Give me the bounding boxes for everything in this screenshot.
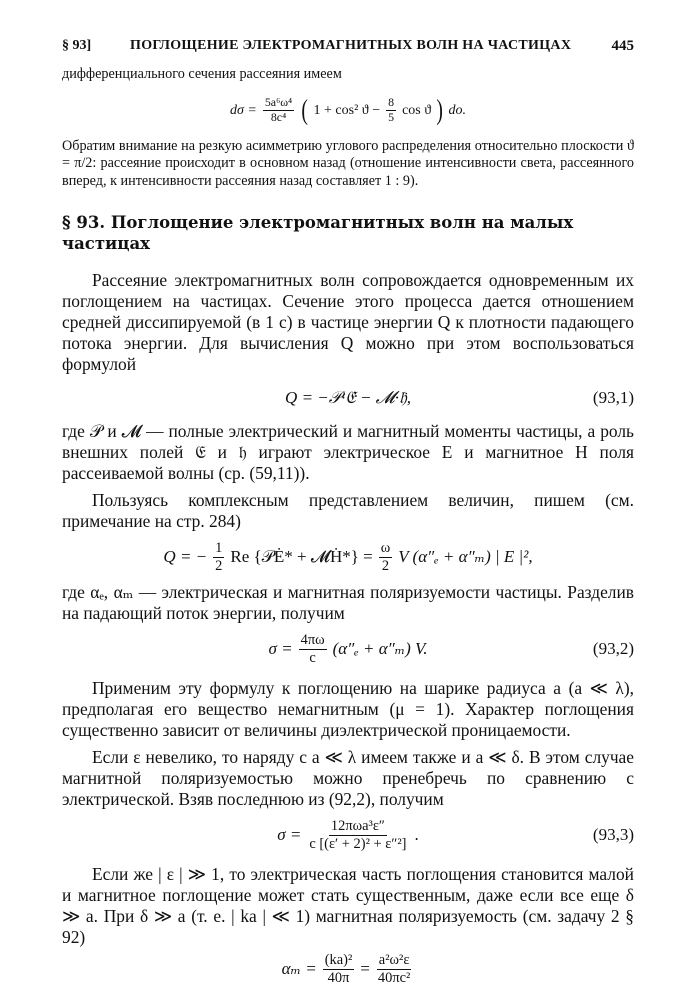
eq-alpha-frac1-num: (ka)² (324, 951, 353, 968)
right-paren: ) (436, 94, 444, 126)
eq-93-2-number: (93,2) (592, 639, 634, 658)
eq-complex-frac1 (213, 540, 224, 574)
eq-complex-mid: Re {𝒫Ė* + 𝓜Ḣ*} = (230, 547, 373, 566)
running-header (62, 38, 634, 62)
dsigma-frac1-den: 8c⁴ (270, 110, 287, 124)
left-paren: ( (301, 94, 309, 126)
eq-complex-lhs: Q = − (163, 547, 208, 566)
page-number: 445 (611, 38, 634, 54)
eq-complex-frac1-num: 1 (215, 539, 223, 556)
paragraph-3: Пользуясь комплексным представлением величин, пишем (см. примечание на стр. 284) (62, 490, 634, 531)
equation-93-3 (62, 810, 634, 860)
header-title: ПОГЛОЩЕНИЕ ЭЛЕКТРОМАГНИТНЫХ ВОЛН НА ЧАСТИЦАХ (130, 38, 572, 53)
equation-93-2 (62, 624, 634, 674)
equation-alpha-m (62, 948, 634, 990)
eq-93-2-rhs: (α″ₑ + α″ₘ) V. (332, 639, 428, 658)
eq-complex-frac2 (379, 540, 393, 574)
paragraph-7: Если же | ε | ≫ 1, то электрическая часть поглощения становится малой и магнитное поглощение может стать существенным, даже если все еще δ ≫ a. При δ ≫ a (т. е. | ka | ≪ 1) магнитная поляризуемость (см. задачу 2 § 92) (62, 864, 634, 947)
formula-dsigma (62, 84, 634, 138)
eq-93-1-expr: Q = −𝒫·𝔈̇ − 𝓜·𝔥̇, (285, 388, 411, 407)
paragraph-2: где 𝒫 и 𝓜 — полные электрический и магнитный моменты частицы, а роль внешних полей 𝔈 и 𝔥 играют электрическое E и магнитное H поля рассеиваемой волны (ср. (59,11)). (62, 421, 634, 483)
intro-line: дифференциального сечения рассеяния имеем (62, 66, 342, 82)
eq-complex-frac2-den: 2 (381, 557, 390, 574)
dsigma-frac2-den: 5 (388, 110, 395, 124)
eq-alpha-lhs: αₘ = (281, 959, 317, 978)
page (62, 38, 634, 990)
eq-93-2-frac-num: 4πω (300, 631, 325, 648)
section-heading (62, 212, 634, 254)
dsigma-tail: cos ϑ (402, 102, 432, 118)
eq-93-2-lhs: σ = (268, 639, 293, 658)
section-heading-line2: частицах (62, 234, 150, 253)
eq-93-2-frac (299, 632, 327, 666)
dsigma-frac2-num: 8 (388, 95, 395, 110)
paragraph-5: Применим эту формулу к поглощению на шарике радиуса a (a ≪ λ), предполагая его вещество немагнитным (μ = 1). Характер поглощения существенно зависит от величины диэлектрической проницаемости. (62, 678, 634, 740)
section-heading-line1: § 93. Поглощение электромагнитных волн на малых (62, 213, 574, 232)
dsigma-frac1-num: 5a⁶ω⁴ (264, 95, 293, 110)
paragraph-4: где αₑ, αₘ — электрическая и магнитная поляризуемости частицы. Разделив на падающий поток энергии, получим (62, 582, 634, 623)
eq-alpha-frac2 (376, 952, 412, 986)
eq-alpha-frac2-num: a²ω²ε (378, 951, 410, 968)
paragraph-6: Если ε невелико, то наряду с a ≪ λ имеем также и a ≪ δ. В этом случае магнитной поляризуемостью можно пренебречь по сравнению с электрической. Взяв последнюю из (92,2), получим (62, 747, 634, 809)
eq-93-3-frac (307, 818, 408, 852)
eq-93-1-number: (93,1) (592, 388, 634, 407)
dsigma-frac1 (263, 96, 294, 124)
eq-93-3-number: (93,3) (592, 825, 634, 844)
eq-complex-frac1-den: 2 (215, 557, 223, 574)
equation-93-1 (62, 375, 634, 421)
eq-93-3-lhs: σ = (277, 825, 302, 844)
eq-93-3-frac-num: 12πωa³ε″ (330, 817, 385, 834)
eq-93-3-frac-den: c [(ε′ + 2)² + ε″²] (309, 835, 407, 852)
remark-paragraph: Обратим внимание на резкую асимметрию углового распределения относительно плоскости ϑ = π/2: рассеяние происходит в основном назад (отношение интенсивности света, рассеянного вперед, к интенсивности рассеяния назад составляет 1 : 9). (62, 137, 634, 189)
dsigma-end: do. (448, 102, 466, 118)
eq-93-2-frac-den: c (309, 649, 316, 666)
eq-alpha-frac2-den: 40πc² (377, 969, 411, 986)
eq-alpha-eq: = (360, 959, 370, 978)
eq-alpha-frac1-den: 40π (327, 969, 350, 986)
header-section: § 93] (62, 38, 92, 53)
dsigma-bracket: 1 + cos² ϑ − (313, 102, 381, 118)
dsigma-frac2 (386, 96, 396, 124)
eq-93-3-rhs: . (414, 825, 419, 844)
eq-complex-rhs: V (α″ₑ + α″ₘ) | E |², (398, 547, 533, 566)
eq-complex-frac2-num: ω (380, 539, 391, 556)
equation-complex (62, 532, 634, 582)
paragraph-1: Рассеяние электромагнитных волн сопровождается одновременным их поглощением на частицах. Сечение этого процесса дается отношением средней диссипируемой (в 1 с) в частице энергии Q к плотности падающего потока энергии. Для вычисления Q можно при этом воспользоваться формулой (62, 270, 634, 374)
eq-alpha-frac1 (323, 952, 355, 986)
dsigma-lhs: dσ = (230, 102, 257, 118)
